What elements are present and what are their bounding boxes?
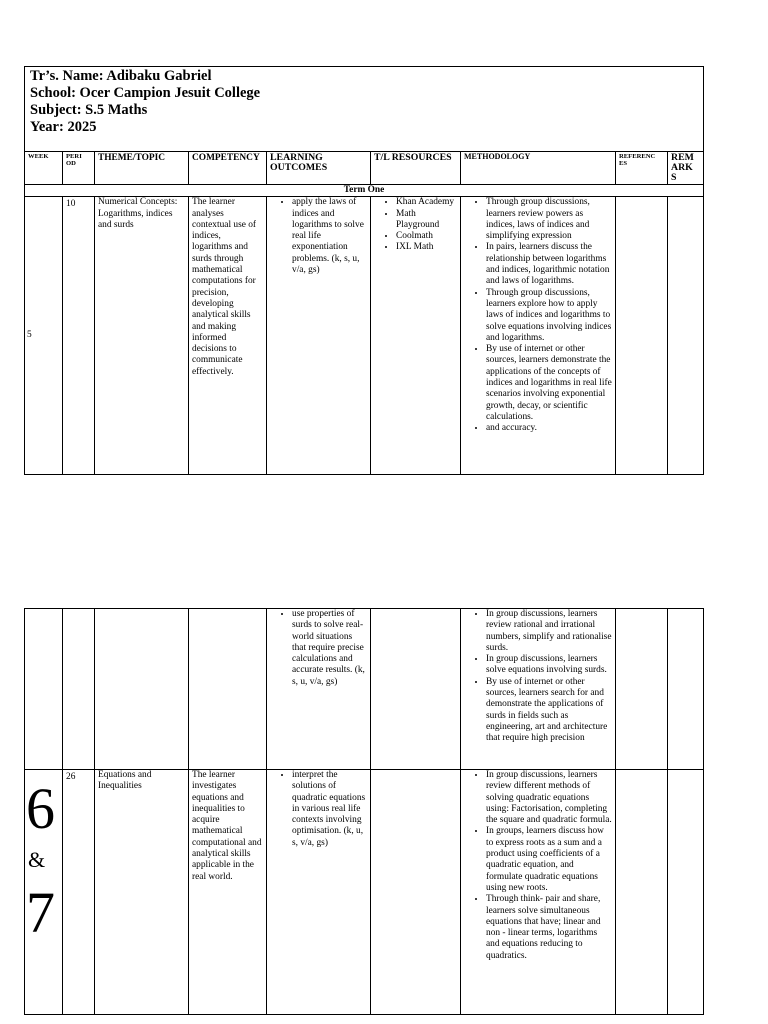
table-row [25, 197, 704, 475]
week-number-second: 7 [26, 880, 55, 945]
period-count: 10 [63, 197, 95, 475]
theme-cell: Numerical Concepts: Logarithms, indices and surds [95, 197, 189, 475]
list-item: • Through group discussions, learners review powers as indices, laws of indices and simplifying expression [486, 197, 612, 242]
list-item: • Khan Academy [396, 197, 457, 208]
list-item: • In group discussions, learners review different methods of solving quadratic equations using: Factorisation, completing the square and quadratic formula. [486, 770, 612, 826]
column-header-period: PERI OD [63, 152, 95, 185]
list-item: • In pairs, learners discuss the relationship between logarithms and indices, logarithmic notation and laws of logarithms. [486, 242, 612, 287]
list-item: • By use of internet or other sources, learners demonstrate the applications of the concepts of indices and logarithms in real life scenarios involving exponential growth, decay, or scientific calculations. [486, 344, 612, 423]
list-item: • By use of internet or other sources, learners search for and demonstrate the applications of surds in fields such as engineering, art and architecture that require high precision [486, 677, 612, 745]
competency-cell: The learner analyses contextual use of indices, logarithms and surds through mathematical computations for precision, developing analytical skills and making informed decisions to communicate effectively. [189, 197, 267, 475]
remarks-cell [668, 609, 704, 770]
list-item: • Through think- pair and share, learners solve simultaneous equations that have; linear and non - linear terms, logarithms and equations reducing to quadratics. [486, 894, 612, 962]
resources-cell-empty [371, 609, 461, 770]
teacher-name: Tr’s. Name: Adibaku Gabriel [30, 68, 212, 84]
methodology-cell [461, 197, 616, 475]
outcomes-cell [267, 609, 371, 770]
theme-cell: Equations and Inequalities [95, 770, 189, 1015]
competency-cell: The learner investigates equations and inequalities to acquire mathematical computational and analytical skills applicable in the real world. [189, 770, 267, 1015]
column-header-references: REFERENC ES [616, 152, 668, 185]
outcomes-cell [267, 197, 371, 475]
list-item: • apply the laws of indices and logarithms to solve real life exponentiation problems. (k, s, u, v/a, gs) [292, 197, 367, 276]
list-item: • Through group discussions, learners explore how to apply laws of indices and logarithms to solve equations involving indices and logarithms. [486, 288, 612, 344]
list-item: • use properties of surds to solve real-world situations that require precise calculations and accurate results. (k, s, u, v/a, gs) [292, 609, 367, 688]
table-row [25, 609, 704, 770]
table-row [25, 770, 704, 1015]
outcomes-cell [267, 770, 371, 1015]
document-header [25, 67, 704, 152]
resources-cell [371, 197, 461, 475]
term-label: Term One [25, 185, 704, 197]
year-label: Year: 2025 [30, 119, 97, 135]
list-item: • Math Playground [396, 209, 457, 232]
competency-cell-empty [189, 609, 267, 770]
column-header-outcomes: LEARNING OUTCOMES [267, 152, 371, 185]
list-item: • and accuracy. [486, 423, 612, 434]
methodology-cell [461, 609, 616, 770]
list-item: • In group discussions, learners review rational and irrational numbers, simplify and rationalise surds. [486, 609, 612, 654]
scheme-table-1 [24, 66, 704, 475]
school-name: School: Ocer Campion Jesuit College [30, 85, 261, 101]
period-cell-empty [63, 609, 95, 770]
week-number: 5 [25, 197, 63, 475]
scheme-table-2 [24, 608, 704, 1015]
week-number-first: 6 [26, 776, 55, 841]
list-item: • interpret the solutions of quadratic equations in various real life contexts involving optimisation. (k, u, s, v/a, gs) [292, 770, 367, 849]
column-header-theme: THEME/TOPIC [95, 152, 189, 185]
list-item: • IXL Math [396, 242, 457, 253]
resources-cell-empty [371, 770, 461, 1015]
references-cell [616, 770, 668, 1015]
scheme-of-work-part-2 [24, 608, 703, 1015]
column-header-week: WEEK [25, 152, 63, 185]
remarks-cell [668, 197, 704, 475]
column-header-resources: T/L RESOURCES [371, 152, 461, 185]
week-number [25, 770, 63, 1015]
column-header-methodology: METHODOLOGY [461, 152, 616, 185]
remarks-cell [668, 770, 704, 1015]
methodology-cell [461, 770, 616, 1015]
list-item: • Coolmath [396, 231, 457, 242]
list-item: • In group discussions, learners solve equations involving surds. [486, 654, 612, 677]
column-header-remarks: REM ARK S [668, 152, 704, 185]
scheme-of-work-part-1 [24, 66, 703, 475]
references-cell [616, 197, 668, 475]
period-count: 26 [63, 770, 95, 1015]
column-header-competency: COMPETENCY [189, 152, 267, 185]
week-ampersand: & [28, 847, 46, 872]
subject-name: Subject: S.5 Maths [30, 102, 148, 118]
theme-cell-empty [95, 609, 189, 770]
week-cell-empty [25, 609, 63, 770]
references-cell [616, 609, 668, 770]
list-item: • In groups, learners discuss how to express roots as a sum and a product using coefficients of a quadratic equation, and formulate quadratic equations using new roots. [486, 826, 612, 894]
